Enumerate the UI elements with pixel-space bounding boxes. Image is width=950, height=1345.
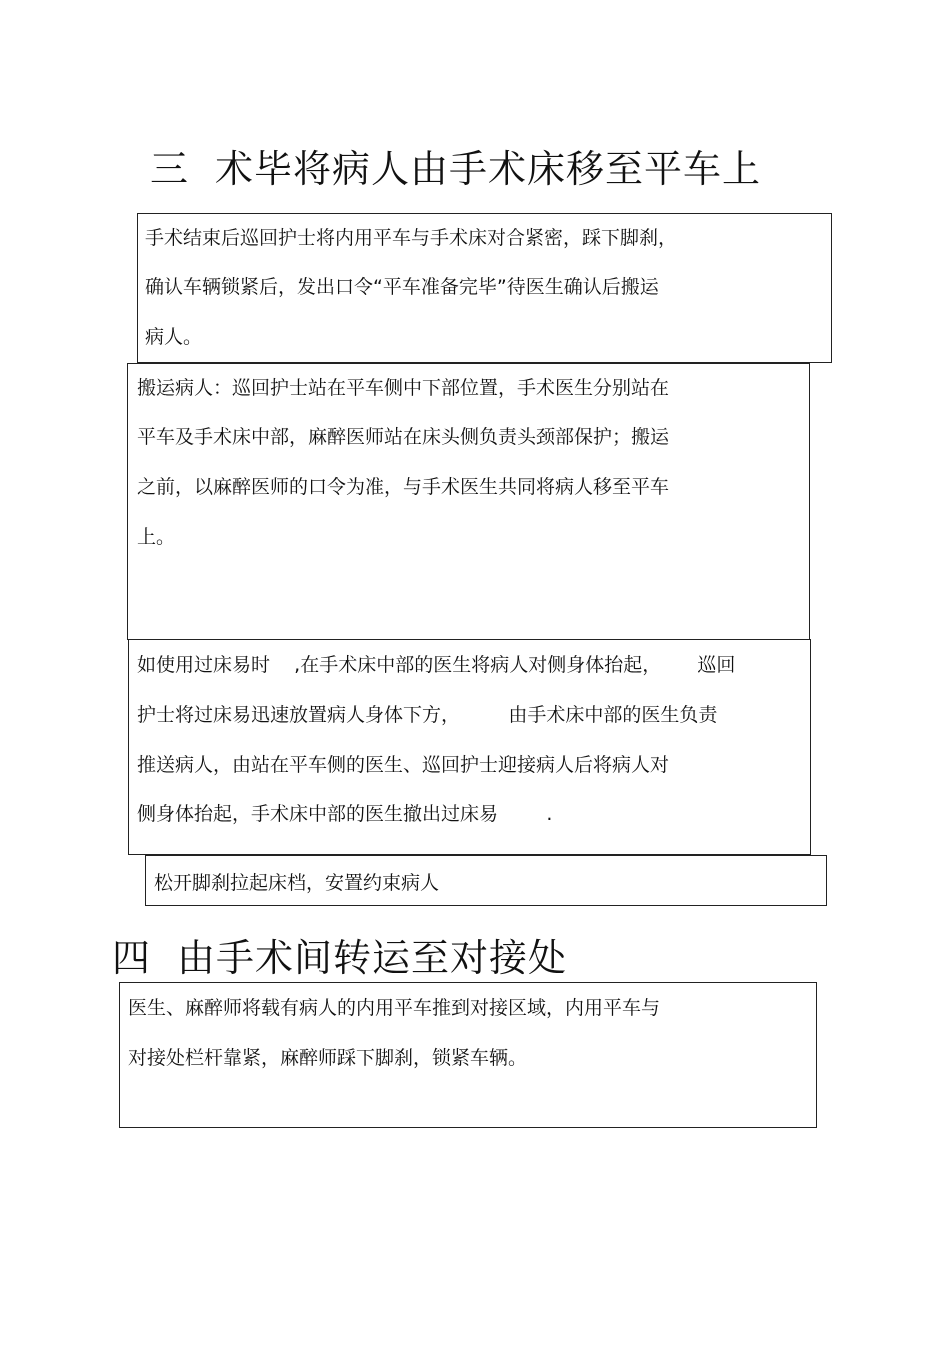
section3-heading [150, 138, 761, 193]
step1-line-3: 病人。 [145, 326, 203, 348]
step3-line-4: 侧身体抬起，手术床中部的医生撤出过床易 . [137, 803, 553, 825]
handover-line-2: 对接处栏杆靠紧，麻醉师踩下脚刹，锁紧车辆。 [128, 1047, 528, 1069]
step2-line-2: 平车及手术床中部，麻醉医师站在床头侧负责头颈部保护；搬运 [137, 426, 670, 448]
step1-line-1: 手术结束后巡回护士将内用平车与手术床对合紧密，踩下脚刹， [145, 227, 678, 249]
step3-line-3: 推送病人，由站在平车侧的医生、巡回护士迎接病人后将病人对 [137, 754, 670, 776]
step2-line-3: 之前，以麻醉医师的口令为准，与手术医生共同将病人移至平车 [137, 476, 670, 498]
handover-line-1: 医生、麻醉师将载有病人的内用平车推到对接区域，内用平车与 [128, 997, 661, 1019]
section4-number: 四 [112, 936, 152, 980]
step1-line-2: 确认车辆锁紧后，发出口令“平车准备完毕”待医生确认后搬运 [145, 276, 659, 298]
step3-line-2: 护士将过床易迅速放置病人身体下方， 由手术床中部的医生负责 [137, 704, 718, 726]
step3-line-1: 如使用过床易时 ,在手术床中部的医生将病人对侧身体抬起， 巡回 [137, 654, 736, 676]
step2-line-4: 上。 [137, 526, 176, 548]
section4-title: 由手术间转运至对接处 [177, 936, 568, 980]
section3-title: 术毕将病人由手术床移至平车上 [215, 147, 762, 191]
step-box-carry-patient [127, 363, 810, 640]
step4-line-1: 松开脚刹拉起床档，安置约束病人 [154, 872, 440, 894]
section4-heading [112, 927, 567, 982]
section3-number: 三 [150, 147, 190, 191]
step2-line-1: 搬运病人：巡回护士站在平车侧中下部位置，手术医生分别站在 [137, 377, 670, 399]
